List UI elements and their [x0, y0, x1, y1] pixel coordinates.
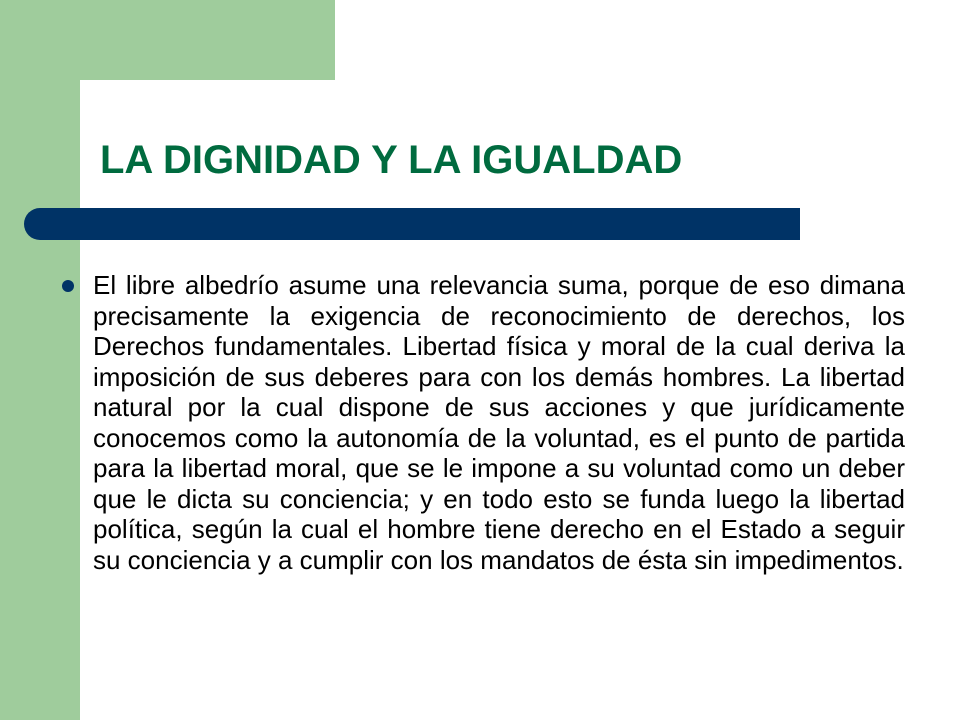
bullet-item [60, 270, 905, 575]
bullet-text: El libre albedrío asume una relevancia suma, porque de eso dimana precisamente la exigencia de reconocimiento de derechos, los Derechos fundamentales. Libertad física y moral de la cual deriva la imposición de sus deberes para con los demás hombres. La libertad natural por la cual dispone de sus acciones y que jurídicamente conocemos como la autonomía de la voluntad, es el punto de partida para la libertad moral, que se le impone a su voluntad como un deber que le dicta su conciencia; y en todo esto se funda luego la libertad política, según la cual el hombre tiene derecho en el Estado a seguir su conciencia y a cumplir con los mandatos de ésta sin impedimentos. [93, 270, 905, 575]
title-underline-bar [24, 208, 800, 240]
bullet-dot-icon [62, 280, 74, 292]
slide-title: LA DIGNIDAD Y LA IGUALDAD [100, 138, 683, 182]
bullet-list [60, 270, 905, 575]
decorative-green-top-band [0, 0, 335, 80]
